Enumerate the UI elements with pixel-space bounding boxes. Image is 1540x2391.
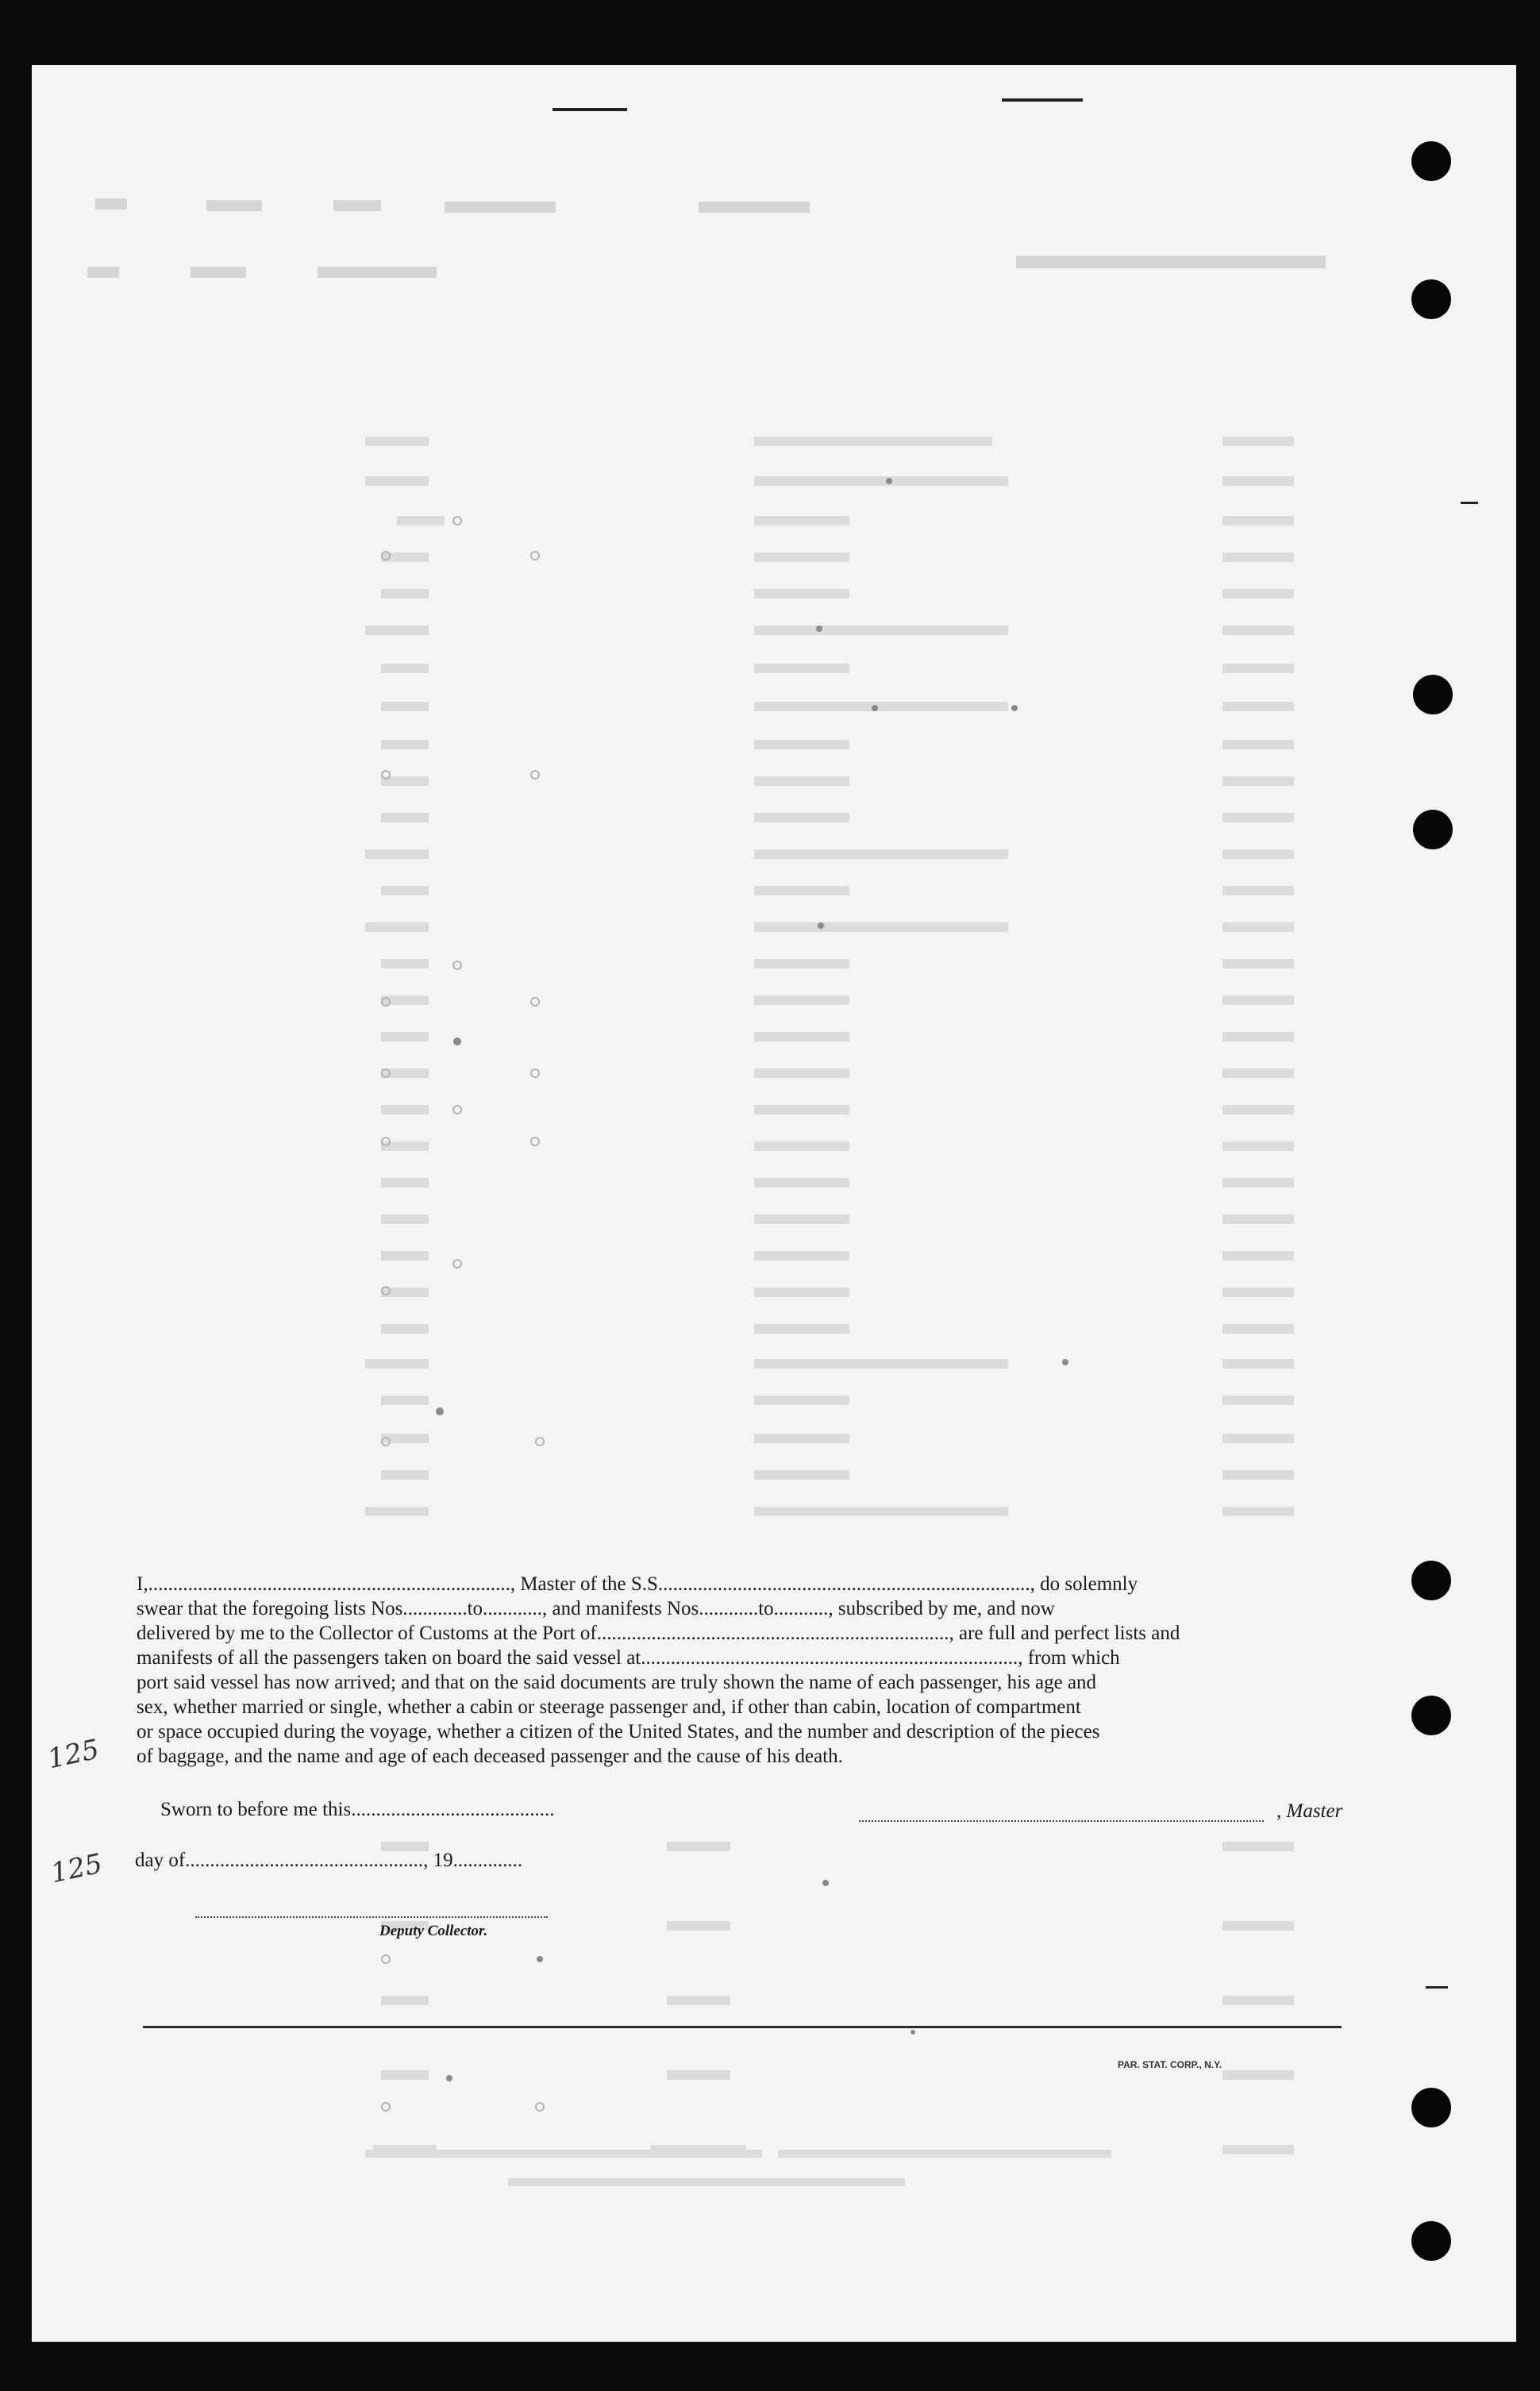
oath-line: or space occupied during the voyage, whether a citizen of the United States, and the number and description of the pieces <box>137 1721 1100 1742</box>
oath-line: delivered by me to the Collector of Customs at the Port of......................................................................., are full and perfect lists and <box>137 1623 1180 1644</box>
margin-tick <box>1461 502 1478 504</box>
deputy-signature-line <box>195 1916 548 1918</box>
margin-note: 125 <box>48 1847 106 1890</box>
oath-statement <box>137 1572 1356 1769</box>
oath-line: of baggage, and the name and age of each deceased passenger and the cause of his death. <box>137 1746 843 1767</box>
oath-line: swear that the foregoing lists Nos.............to............, and manifests Nos............to..........., subscribed by me, and now <box>137 1598 1055 1619</box>
master-label: , Master <box>1276 1800 1343 1822</box>
day-of-line: day of................................................, 19.............. <box>135 1850 523 1871</box>
oath-line: sex, whether married or single, whether a cabin or steerage passenger and, if other than cabin, location of compartment <box>137 1696 1081 1718</box>
margin-tick <box>1426 1986 1448 1989</box>
sworn-before-line: Sworn to before me this......................................... <box>160 1799 555 1820</box>
top-mark <box>552 108 627 111</box>
printer-mark: PAR. STAT. CORP., N.Y. <box>1118 2059 1222 2070</box>
deputy-collector-label: Deputy Collector. <box>379 1923 488 1939</box>
master-signature-line <box>859 1820 1264 1822</box>
margin-note: 125 <box>44 1733 102 1776</box>
oath-line: manifests of all the passengers taken on board the said vessel at............................................................................, from which <box>137 1647 1120 1669</box>
oath-line: port said vessel has now arrived; and that on the said documents are truly shown the name of each passenger, his age and <box>137 1672 1097 1693</box>
footer-rule <box>143 2026 1342 2028</box>
oath-line: I,........................................................................., Master of the S.S..........................................................................., do solemnly <box>137 1573 1138 1595</box>
top-mark <box>1002 98 1083 102</box>
